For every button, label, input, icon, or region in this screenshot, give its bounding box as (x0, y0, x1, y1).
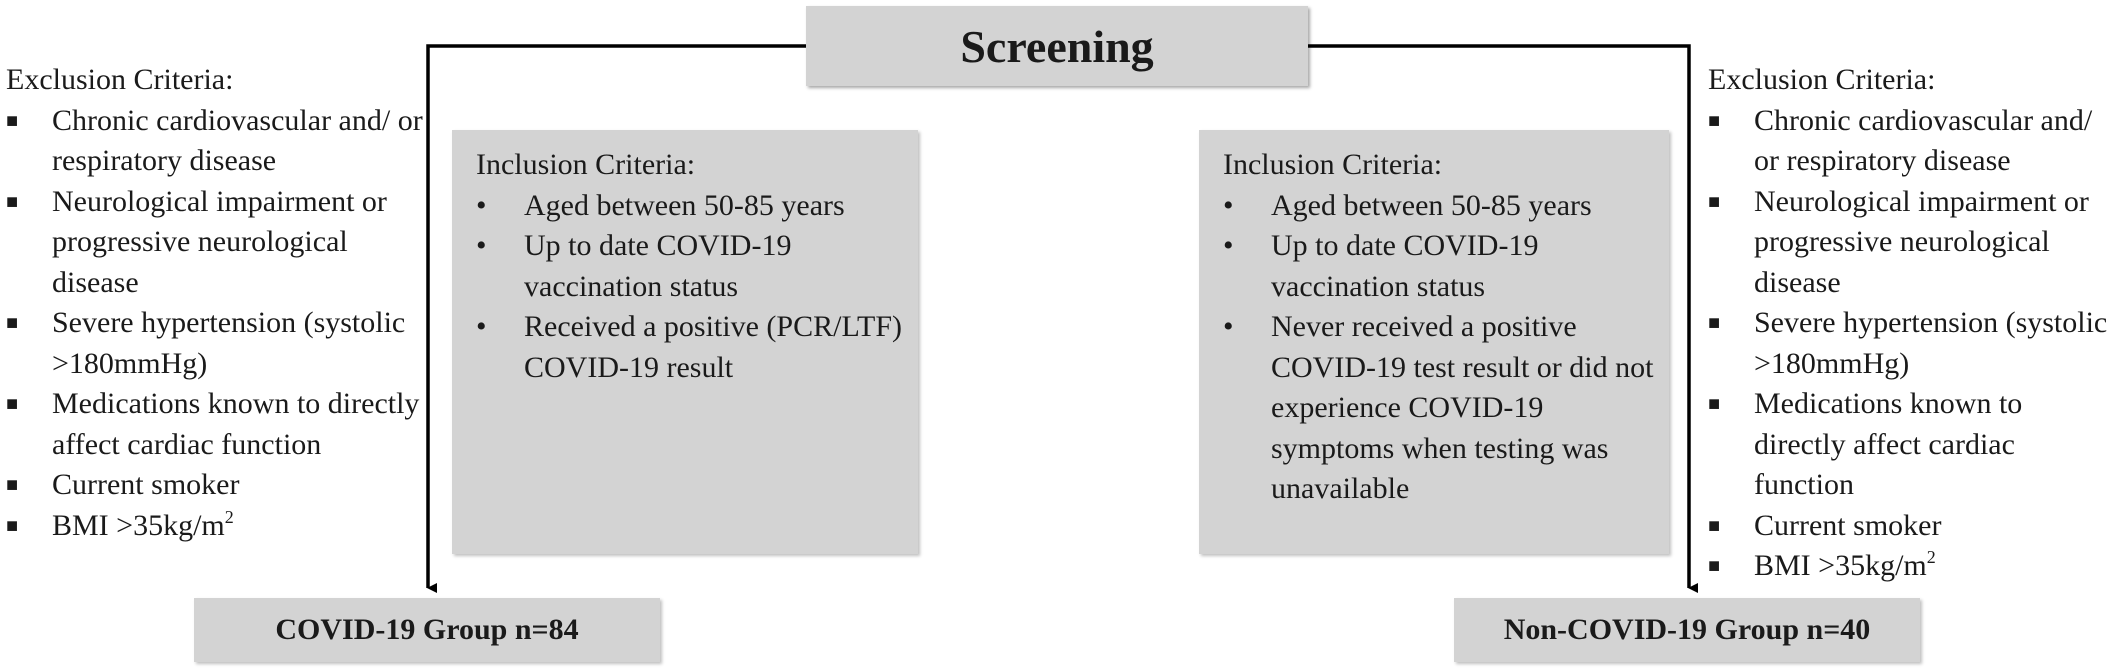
exclusion-criteria-right (1708, 60, 2118, 587)
non-covid-group-label: Non-COVID-19 Group n=40 (1503, 613, 1871, 646)
square-bullet-icon: ■ (1708, 312, 1721, 334)
exclusion-item: ■ Severe hypertension (systolic >180mmHg) (1708, 303, 2118, 384)
bullet-icon: • (476, 229, 487, 262)
square-bullet-icon: ■ (1708, 514, 1721, 537)
bullet-icon: • (1223, 188, 1234, 222)
exclusion-item: ■ BMI $>35kg/m^2$ (1708, 546, 2118, 587)
square-bullet-icon: ■ (1708, 190, 1721, 213)
bullet-icon: • (1223, 310, 1234, 343)
exclusion-item: ■ Medications known to directly affect cardiac function (1708, 384, 2118, 506)
exclusion-item: ■ Neurological impairment or progressive neurological disease (6, 182, 426, 304)
square-bullet-icon: ■ (6, 190, 19, 213)
inclusion-heading: Inclusion Criteria: (476, 148, 696, 181)
exclusion-item: ■ Severe hypertension (systolic >180mmHg) (6, 303, 426, 384)
covid-group-label: COVID-19 Group n=84 (275, 613, 579, 646)
exclusion-criteria-left (6, 60, 426, 546)
square-bullet-icon: ■ (6, 312, 19, 334)
exclusion-item: ■ Chronic cardiovascular and/ or respiratory disease (6, 101, 426, 182)
exclusion-item: ■ Neurological impairment or progressive neurological disease (1708, 182, 2118, 304)
inclusion-heading: Inclusion Criteria: (1223, 148, 1443, 181)
exclusion-item: ■ Chronic cardiovascular and/ or respiratory disease (1708, 101, 2118, 182)
square-bullet-icon: ■ (1708, 555, 1721, 577)
non-covid-group-box (1454, 598, 1920, 662)
inclusion-item: • Up to date COVID-19 vaccination status (1223, 226, 1659, 307)
exclusion-item: ■ Current smoker (6, 465, 426, 506)
inclusion-item: • Aged between 50-85 years (1223, 186, 1659, 227)
screening-box (806, 6, 1308, 86)
bullet-icon: • (476, 310, 487, 343)
inclusion-item: • Received a positive (PCR/LTF) COVID-19 result (476, 307, 908, 388)
inclusion-item: • Never received a positive COVID-19 test result or did not experience COVID-19 symptoms when testing was unavailable (1223, 307, 1659, 510)
inclusion-criteria-right (1199, 130, 1669, 554)
exclusion-item: ■ Current smoker (1708, 506, 2118, 547)
square-bullet-icon: ■ (6, 474, 19, 496)
screening-title: Screening (960, 20, 1154, 72)
exclusion-heading: Exclusion Criteria: (6, 63, 234, 96)
square-bullet-icon: ■ (6, 514, 19, 537)
square-bullet-icon: ■ (6, 109, 19, 132)
square-bullet-icon: ■ (1708, 109, 1721, 132)
inclusion-criteria-left (452, 130, 918, 554)
bullet-icon: • (1223, 229, 1234, 262)
exclusion-item: ■ Medications known to directly affect cardiac function (6, 384, 426, 465)
square-bullet-icon: ■ (1708, 393, 1721, 415)
exclusion-heading: Exclusion Criteria: (1708, 63, 1936, 96)
square-bullet-icon: ■ (6, 393, 19, 415)
exclusion-item: ■ BMI $>35kg/m^2$ (6, 506, 426, 547)
inclusion-item: • Up to date COVID-19 vaccination status (476, 226, 908, 307)
bullet-icon: • (476, 188, 487, 222)
inclusion-item: • Aged between 50-85 years (476, 186, 908, 227)
covid-group-box (194, 598, 660, 662)
